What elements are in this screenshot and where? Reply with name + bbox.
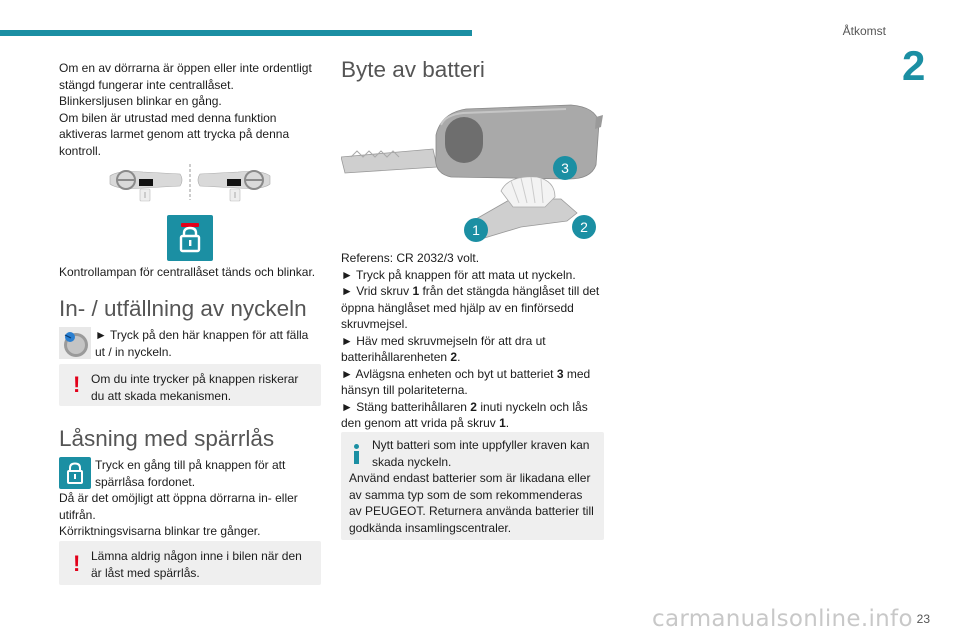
fold-warning-box: [59, 364, 321, 406]
intro-paragraph: Om en av dörrarna är öppen eller inte ordentligt stängd fungerar inte centrallåset.: [59, 61, 312, 92]
intro-paragraph: Om bilen är utrustad med denna funktion aktiveras larmet genom att trycka på denna kontroll.: [59, 110, 290, 158]
key-battery-illustration: [341, 95, 606, 245]
svg-text:3: 3: [561, 160, 569, 176]
deadlock-paragraph: Körriktningsvisarna blinkar tre gånger.: [59, 524, 261, 538]
battery-step: ► Stäng batterihållaren 2 inuti nyckeln och lås den genom att vrida på skruv 1.: [341, 399, 588, 430]
callout-1-icon: [464, 218, 488, 242]
right-switch-icon: [198, 171, 270, 201]
battery-step: ► Avlägsna enheten och byt ut batteriet 3 med hänsyn till polariteterna.: [341, 366, 591, 397]
door-switch-illustration: [108, 162, 280, 202]
watermark: carmanualsonline.info: [652, 606, 913, 632]
deadlock-paragraph: Då är det omöjligt att öppna dörrarna in- eller utifrån.: [59, 491, 298, 522]
intro-text: [59, 60, 321, 159]
svg-text:2: 2: [580, 219, 588, 235]
deadlock-heading: Låsning med spärrlås: [59, 426, 275, 451]
lamp-text: Kontrollampan för centrallåset tänds och blinkar.: [59, 265, 316, 279]
intro-paragraph: Blinkersljusen blinkar en gång.: [59, 94, 222, 108]
battery-heading: Byte av batteri: [341, 57, 485, 82]
battery-info-box: [341, 432, 604, 540]
key-body: [436, 105, 603, 179]
callout-3-icon: [553, 156, 577, 180]
central-lock-lamp-icon: [167, 215, 213, 261]
page-number: 23: [916, 612, 930, 626]
svg-text:1: 1: [472, 222, 480, 238]
battery-info-text: Nytt batteri som inte uppfyller kraven kan skada nyckeln. Använd endast batterier som är likadana eller av samma typ som de som rekommenderas av PEUGEOT. Returnera använda batterier till godkända insamlingscentraler.: [349, 438, 594, 535]
deadlock-first-text: Tryck en gång till på knappen för att spärrlåsa fordonet.: [95, 458, 286, 489]
section-title: Åtkomst: [842, 24, 886, 38]
battery-step: ► Häv med skruvmejseln för att dra ut batterihållarenheten 2.: [341, 333, 546, 364]
key-blade: [341, 149, 437, 173]
header-accent-bar: [0, 30, 472, 36]
key-fold-button-icon: [59, 327, 91, 359]
left-switch-icon: [110, 171, 182, 201]
warning-icon: !: [73, 551, 81, 576]
fold-key-heading: In- / utfällning av nyckeln: [59, 296, 307, 321]
deadlock-text: [59, 457, 321, 540]
battery-step: ► Vrid skruv 1 från det stängda hänglåset till det öppna hänglåset med hjälp av en finförsedd skruvmejsel.: [341, 284, 600, 331]
battery-reference: Referens: CR 2032/3 volt.: [341, 251, 480, 265]
deadlock-warning-box: [59, 541, 321, 585]
fold-warning-text: Om du inte trycker på knappen riskerar du att skada mekanismen.: [91, 372, 299, 403]
chapter-number: 2: [902, 42, 926, 89]
battery-instructions: [341, 250, 604, 432]
callout-2-icon: [572, 215, 596, 239]
warning-icon: !: [73, 372, 81, 397]
deadlock-warning-text: Lämna aldrig någon inne i bilen när den är låst med spärrlås.: [91, 549, 302, 580]
fold-instruction: ► Tryck på den här knappen för att fälla ut / in nyckeln.: [95, 328, 309, 359]
battery-step: ► Tryck på knappen för att mata ut nyckeln.: [341, 267, 576, 282]
